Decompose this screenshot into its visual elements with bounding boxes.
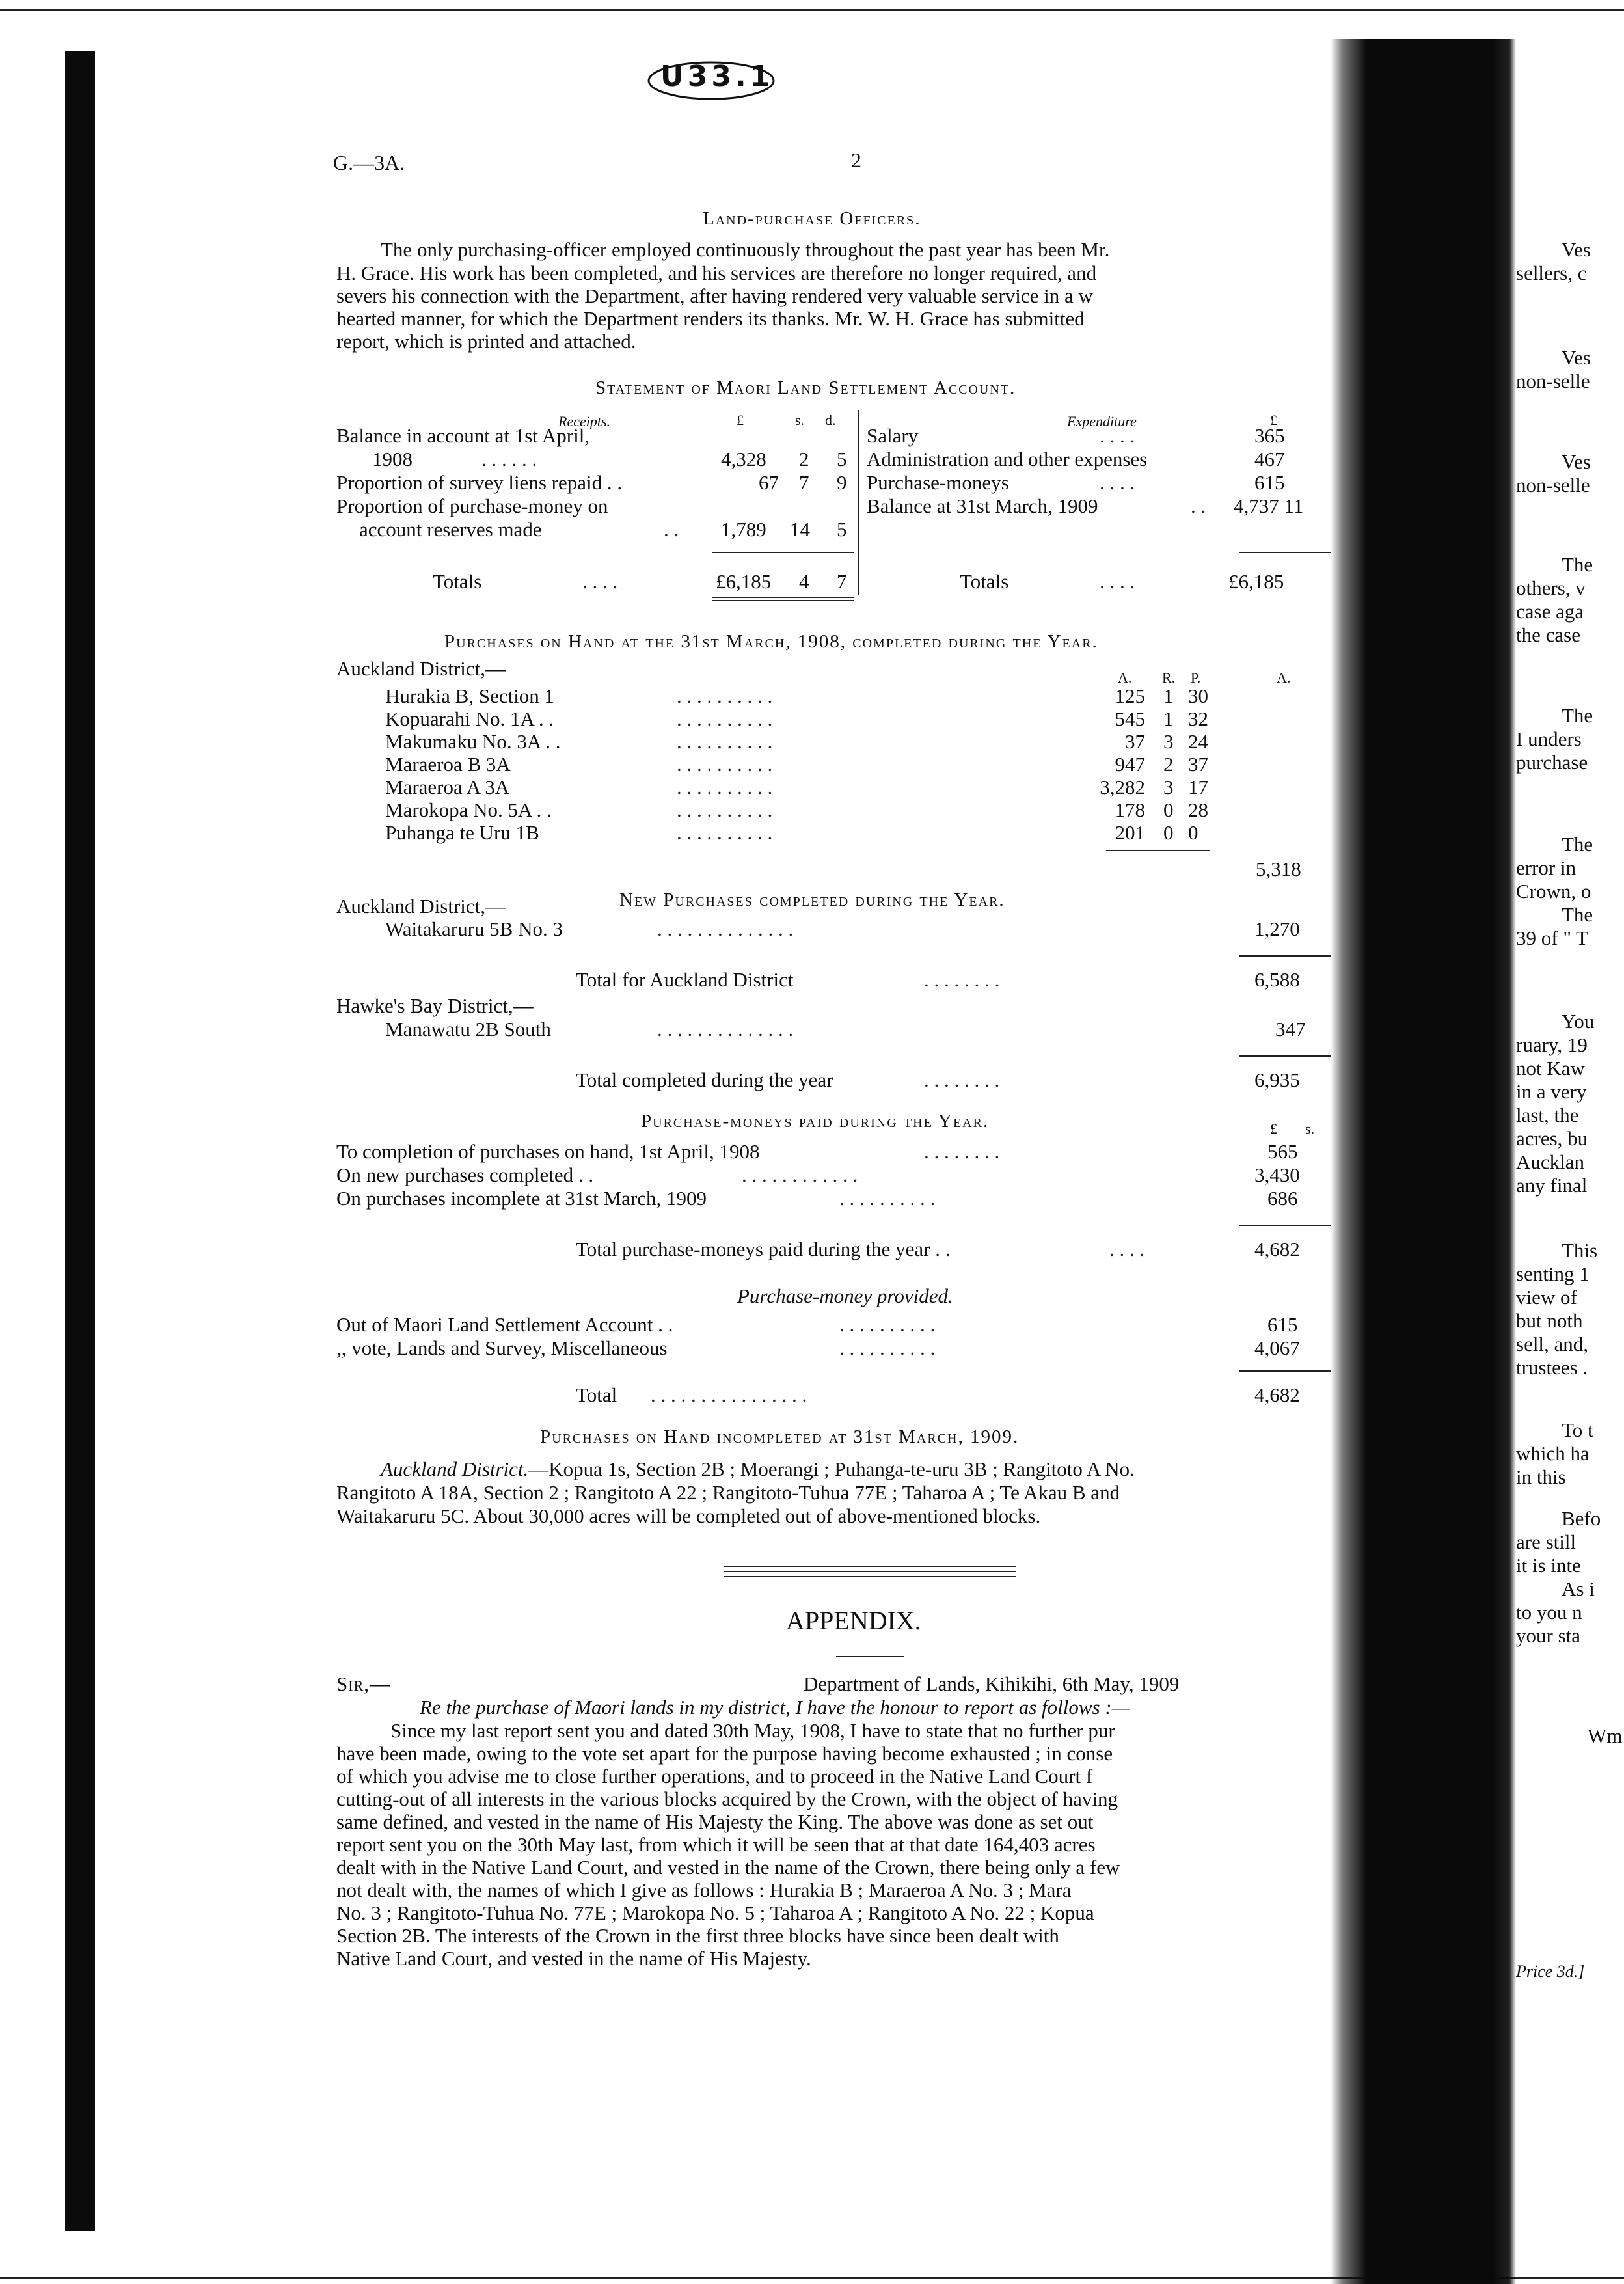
moneys-col-s: s. xyxy=(1305,1121,1315,1137)
incomplete-line xyxy=(381,1458,1135,1481)
appendix-line: dealt with in the Native Land Court, and vested in the name of the Crown, there being only a few xyxy=(336,1856,1120,1879)
next-page-fragment: the case xyxy=(1516,623,1580,646)
appendix-line: cutting-out of all interests in the various blocks acquired by the Crown, with the object of having xyxy=(336,1788,1118,1810)
receipt-label: Proportion of purchase-money on xyxy=(336,495,608,517)
block-name: Maraeroa B 3A xyxy=(385,753,511,776)
leader-dots: . . xyxy=(664,518,679,541)
block-a: 201 xyxy=(1115,821,1145,844)
next-page-fragment: any final xyxy=(1516,1174,1588,1197)
provided-value: 4,067 xyxy=(1254,1337,1300,1359)
next-page-fragment: last, the xyxy=(1516,1104,1579,1126)
total-auckland: 6,588 xyxy=(1254,968,1300,991)
next-page-fragment: ruary, 19 xyxy=(1516,1033,1588,1056)
block-a: 947 xyxy=(1115,753,1145,776)
leader-dots: . . . . . . . . xyxy=(924,1068,1000,1091)
leader-dots: . . . . xyxy=(1100,424,1135,447)
blocks-subtotal: 5,318 xyxy=(1256,858,1301,880)
incomplete-district: Auckland District. xyxy=(381,1458,529,1480)
appendix-line: not dealt with, the names of which I give as follows : Hurakia B ; Maraeroa A No. 3 ; Mara xyxy=(336,1879,1072,1901)
expenditure-total-rule xyxy=(1239,552,1331,553)
block-p: 28 xyxy=(1188,798,1208,821)
expenditure-total: £6,185 xyxy=(1228,570,1284,593)
next-page-fragment: This xyxy=(1562,1239,1598,1262)
block-p: 0 xyxy=(1188,821,1198,844)
leader-dots: . . . . xyxy=(1100,570,1135,593)
blocks-subtotal-rule xyxy=(1106,850,1210,851)
receipt-s: 2 xyxy=(799,448,809,470)
receipt-label: Balance in account at 1st April, xyxy=(336,424,590,447)
expenditure-label: Balance at 31st March, 1909 xyxy=(867,495,1098,517)
leader-dots: . . . . xyxy=(1100,471,1135,494)
leader-dots: . . . . . . . . . . xyxy=(677,685,773,707)
block-a: 37 xyxy=(1125,730,1145,753)
next-page-fragment: Aucklan xyxy=(1516,1150,1585,1173)
expenditure-pounds: 467 xyxy=(1254,448,1285,470)
incomplete-line: Rangitoto A 18A, Section 2 ; Rangitoto A 22 ; Rangitoto-Tuhua 77E ; Taharoa A ; Te Akau B and xyxy=(336,1481,1120,1504)
appendix-line: No. 3 ; Rangitoto-Tuhua No. 77E ; Marokopa No. 5 ; Taharoa A ; Rangitoto A No. 22 ; Kopua xyxy=(336,1901,1094,1924)
receipt-s: 7 xyxy=(799,471,809,494)
completed-heading: Purchases on Hand at the 31st March, 1908, completed during the Year. xyxy=(444,631,1098,652)
receipt-pounds: 67 xyxy=(759,471,779,494)
next-page-fragment: Ves xyxy=(1562,238,1591,261)
officers-line: report, which is printed and attached. xyxy=(336,330,636,353)
leader-dots: . . . . . . . . . . xyxy=(677,776,773,798)
block-name: Makumaku No. 3A . . xyxy=(385,730,561,753)
leader-dots: . . xyxy=(1191,495,1206,517)
block-p: 30 xyxy=(1188,685,1208,707)
expenditure-pounds: 365 xyxy=(1254,424,1285,447)
appendix-line: Section 2B. The interests of the Crown in the first three blocks have since been dealt with xyxy=(336,1924,1059,1947)
receipts-header: Receipts. xyxy=(558,413,611,429)
leader-dots: . . . . xyxy=(582,570,618,593)
block-name: Hurakia B, Section 1 xyxy=(385,685,555,707)
block-r: 0 xyxy=(1163,798,1174,821)
leader-dots: . . . . . . . . . . . . xyxy=(742,1163,858,1186)
col-p-header: P. xyxy=(1191,670,1201,686)
appendix-rule xyxy=(724,1571,1016,1572)
series-code: G.—3A. xyxy=(333,151,405,174)
provided-total-rule xyxy=(1239,1370,1331,1372)
next-page-fragment: non-selle xyxy=(1516,370,1590,392)
next-page-fragment: non-selle xyxy=(1516,474,1590,496)
page-number: 2 xyxy=(851,148,861,172)
leader-dots: . . . . . . . . . . xyxy=(677,821,773,844)
receipt-pounds: 4,328 xyxy=(721,448,766,470)
receipt-label-2: 1908 xyxy=(372,448,413,470)
next-page-fragment: Crown, o xyxy=(1516,880,1591,903)
receipts-double-rule xyxy=(712,600,854,601)
block-name: Maraeroa A 3A xyxy=(385,776,510,798)
receipts-total-pounds: £6,185 xyxy=(716,570,772,593)
account-divider xyxy=(858,410,859,595)
leader-dots: . . . . . . . . . . xyxy=(677,730,773,753)
auckland-total-rule xyxy=(1239,955,1331,957)
auckland-district-label: Auckland District,— xyxy=(336,657,506,680)
top-border-rule xyxy=(0,9,1624,11)
leader-dots: . . . . . . . . . . . . . . xyxy=(657,918,794,940)
hawkes-area: 347 xyxy=(1275,1018,1306,1040)
new-district-label: Auckland District,— xyxy=(336,895,506,918)
next-page-fragment: in a very xyxy=(1516,1080,1587,1103)
block-r: 0 xyxy=(1163,821,1174,844)
appendix-line: have been made, owing to the vote set apart for the purpose having become exhausted ; in conse xyxy=(336,1742,1113,1765)
money-value: 565 xyxy=(1267,1140,1298,1163)
appendix-title-rule xyxy=(836,1656,904,1657)
receipts-double-rule xyxy=(712,597,854,598)
receipt-s: 14 xyxy=(790,518,810,541)
next-page-fragment: 39 of " T xyxy=(1516,927,1589,949)
leader-dots: . . . . . . . . xyxy=(924,968,1000,991)
col-d-header: d. xyxy=(825,412,836,428)
next-page-fragment: Befo xyxy=(1562,1507,1601,1530)
hawkes-block: Manawatu 2B South xyxy=(385,1018,551,1040)
next-page-fragment: case aga xyxy=(1516,600,1584,623)
provided-total: 4,682 xyxy=(1254,1383,1300,1406)
next-page-fragment: The xyxy=(1562,833,1593,856)
officers-heading: Land-purchase Officers. xyxy=(703,208,921,229)
next-page-fragment: The xyxy=(1562,704,1593,727)
next-page-fragment: sellers, c xyxy=(1516,262,1587,284)
col-pound-header: £ xyxy=(737,412,744,428)
expenditure-header: Expenditure xyxy=(1067,413,1137,429)
appendix-line: Re the purchase of Maori lands in my district, I have the honour to report as follows :— xyxy=(420,1696,1130,1719)
total-year: 6,935 xyxy=(1254,1068,1300,1091)
next-page-fragment: trustees . xyxy=(1516,1356,1588,1379)
next-page-fragment: To t xyxy=(1562,1419,1593,1441)
next-page-fragment: As i xyxy=(1562,1577,1595,1600)
next-page-fragment: others, v xyxy=(1516,577,1586,599)
block-r: 1 xyxy=(1163,707,1174,730)
col-r-header: R. xyxy=(1162,670,1176,686)
appendix-line: Native Land Court, and vested in the name of His Majesty. xyxy=(336,1947,811,1970)
next-page-fragment: Wm xyxy=(1588,1724,1623,1747)
block-a: 125 xyxy=(1115,685,1145,707)
page-binding-shadow xyxy=(1331,39,1516,2284)
next-page-fragment: purchase xyxy=(1516,751,1588,774)
receipt-d: 5 xyxy=(837,518,847,541)
leader-dots: . . . . . . . . xyxy=(924,1140,1000,1163)
block-p: 37 xyxy=(1188,753,1208,776)
block-r: 3 xyxy=(1163,776,1174,798)
moneys-total: 4,682 xyxy=(1254,1238,1300,1260)
next-page-fragment: error in xyxy=(1516,856,1577,879)
block-r: 2 xyxy=(1163,753,1174,776)
expenditure-label: Purchase-moneys xyxy=(867,471,1009,494)
next-page-fragment: Ves xyxy=(1562,346,1591,369)
next-page-fragment: view of xyxy=(1516,1286,1577,1309)
receipts-total-d: 7 xyxy=(837,570,847,593)
block-name: Marokopa No. 5A . . xyxy=(385,798,552,821)
expenditure-pounds: 4,737 11 xyxy=(1234,495,1304,517)
receipt-d: 5 xyxy=(837,448,847,470)
leader-dots: . . . . . . . . . . xyxy=(839,1187,936,1210)
officers-line: hearted manner, for which the Department renders its thanks. Mr. W. H. Grace has submitted xyxy=(336,307,1085,330)
receipts-total-rule xyxy=(712,552,854,553)
scan-edge-shadow xyxy=(65,51,95,2231)
next-page-fragment: The xyxy=(1562,553,1593,576)
handwritten-reference xyxy=(641,53,784,104)
next-page-fragment: it is inte xyxy=(1516,1554,1581,1577)
incomplete-line: Waitakaruru 5C. About 30,000 acres will be completed out of above-mentioned blocks. xyxy=(336,1504,1041,1527)
receipt-pounds: 1,789 xyxy=(721,518,766,541)
next-page-fragment: senting 1 xyxy=(1516,1262,1590,1285)
moneys-col-pound: £ xyxy=(1270,1121,1277,1137)
block-name: Kopuarahi No. 1A . . xyxy=(385,707,554,730)
provided-heading: Purchase-money provided. xyxy=(737,1285,953,1307)
appendix-rule xyxy=(724,1566,1016,1567)
new-purchases-heading: New Purchases completed during the Year. xyxy=(619,890,1005,910)
expenditure-label: Administration and other expenses xyxy=(867,448,1148,470)
leader-dots: . . . . . . xyxy=(481,448,537,470)
totals-label: Totals xyxy=(433,570,482,593)
next-page-fragment: Price 3d.] xyxy=(1516,1962,1585,1981)
leader-dots: . . . . . . . . . . xyxy=(677,707,773,730)
new-block-area: 1,270 xyxy=(1254,918,1300,940)
money-label: To completion of purchases on hand, 1st April, 1908 xyxy=(336,1140,760,1163)
appendix-dateline: Department of Lands, Kihikihi, 6th May, 1909 xyxy=(804,1672,1180,1695)
exp-pound-header: £ xyxy=(1270,412,1277,428)
block-a: 178 xyxy=(1115,798,1145,821)
money-value: 3,430 xyxy=(1254,1163,1300,1186)
officers-line: The only purchasing-officer employed continuously throughout the past year has been Mr. xyxy=(381,238,1110,261)
next-page-fragment: The xyxy=(1562,903,1593,926)
leader-dots: . . . . xyxy=(1109,1238,1145,1260)
handwritten-ref-text: U33.1 xyxy=(660,60,774,93)
leader-dots: . . . . . . . . . . xyxy=(677,753,773,776)
receipt-d: 9 xyxy=(837,471,847,494)
block-p: 17 xyxy=(1188,776,1208,798)
expenditure-label: Salary xyxy=(867,424,919,447)
leader-dots: . . . . . . . . . . . . . . . . xyxy=(651,1383,807,1406)
moneys-heading: Purchase-moneys paid during the Year. xyxy=(641,1111,990,1132)
block-p: 32 xyxy=(1188,707,1208,730)
officers-line: severs his connection with the Department, after having rendered very valuable service in a w xyxy=(336,284,1093,307)
incomplete-text: —Kopua 1s, Section 2B ; Moerangi ; Puhanga-te-uru 3B ; Rangitoto A No. xyxy=(528,1458,1135,1480)
total-year-label: Total completed during the year xyxy=(576,1068,833,1091)
next-page-fragment: not Kaw xyxy=(1516,1057,1585,1080)
moneys-total-label: Total purchase-moneys paid during the year . . xyxy=(576,1238,951,1260)
new-block-name: Waitakaruru 5B No. 3 xyxy=(385,918,563,940)
money-label: On purchases incomplete at 31st March, 1909 xyxy=(336,1187,707,1210)
total-auckland-label: Total for Auckland District xyxy=(576,968,794,991)
appendix-title: APPENDIX. xyxy=(786,1606,921,1635)
provided-total-label: Total xyxy=(576,1383,617,1406)
next-page-fragment: You xyxy=(1562,1010,1595,1033)
leader-dots: . . . . . . . . . . xyxy=(839,1337,936,1359)
block-r: 1 xyxy=(1163,685,1174,707)
col-s-header: s. xyxy=(795,412,805,428)
block-a: 3,282 xyxy=(1100,776,1145,798)
appendix-line: report sent you on the 30th May last, from which it will be seen that at that date 164,403 acres xyxy=(336,1833,1096,1856)
leader-dots: . . . . . . . . . . xyxy=(839,1313,936,1336)
next-page-fragment: Ves xyxy=(1562,450,1591,473)
appendix-rule xyxy=(724,1576,1016,1577)
appendix-line: same defined, and vested in the name of His Majesty the King. The above was done as set out xyxy=(336,1810,1094,1833)
moneys-total-rule xyxy=(1239,1225,1331,1226)
expenditure-pounds: 615 xyxy=(1254,471,1285,494)
money-label: On new purchases completed . . xyxy=(336,1163,594,1186)
leader-dots: . . . . . . . . . . xyxy=(677,798,773,821)
next-page-fragment: which ha xyxy=(1516,1442,1590,1465)
col-a2-header: A. xyxy=(1277,670,1291,686)
totals-label: Totals xyxy=(960,570,1009,593)
next-page-fragment: in this xyxy=(1516,1465,1566,1488)
money-value: 686 xyxy=(1267,1187,1298,1210)
next-page-fragment: to you n xyxy=(1516,1601,1582,1624)
provided-value: 615 xyxy=(1267,1313,1298,1336)
appendix-line: Since my last report sent you and dated 30th May, 1908, I have to state that no further pur xyxy=(390,1719,1115,1742)
receipt-label: Proportion of survey liens repaid . . xyxy=(336,471,623,494)
next-page-fragment: are still xyxy=(1516,1530,1577,1553)
receipt-label-2: account reserves made xyxy=(359,518,542,541)
appendix-salutation: Sir,— xyxy=(336,1672,390,1695)
next-page-fragment: I unders xyxy=(1516,727,1582,750)
block-r: 3 xyxy=(1163,730,1174,753)
next-page-fragment: your sta xyxy=(1516,1624,1581,1647)
account-heading: Statement of Maori Land Settlement Account. xyxy=(595,377,1016,398)
block-a: 545 xyxy=(1115,707,1145,730)
col-a-header: A. xyxy=(1118,670,1132,686)
provided-label: Out of Maori Land Settlement Account . . xyxy=(336,1313,673,1336)
block-name: Puhanga te Uru 1B xyxy=(385,821,539,844)
receipts-total-s: 4 xyxy=(799,570,809,593)
incomplete-heading: Purchases on Hand incompleted at 31st March, 1909. xyxy=(540,1426,1020,1447)
hawkes-district-label: Hawke's Bay District,— xyxy=(336,994,534,1017)
leader-dots: . . . . . . . . . . . . . . xyxy=(657,1018,794,1040)
block-p: 24 xyxy=(1188,730,1208,753)
next-page-fragment: acres, bu xyxy=(1516,1127,1588,1150)
next-page-fragment: sell, and, xyxy=(1516,1333,1589,1355)
officers-line: H. Grace. His work has been completed, and his services are therefore no longer required, and xyxy=(336,262,1097,284)
appendix-line: of which you advise me to close further operations, and to proceed in the Native Land Court f xyxy=(336,1765,1093,1788)
year-total-rule xyxy=(1239,1055,1331,1057)
provided-label: ,, vote, Lands and Survey, Miscellaneous xyxy=(336,1337,668,1359)
next-page-fragment: but noth xyxy=(1516,1309,1583,1332)
